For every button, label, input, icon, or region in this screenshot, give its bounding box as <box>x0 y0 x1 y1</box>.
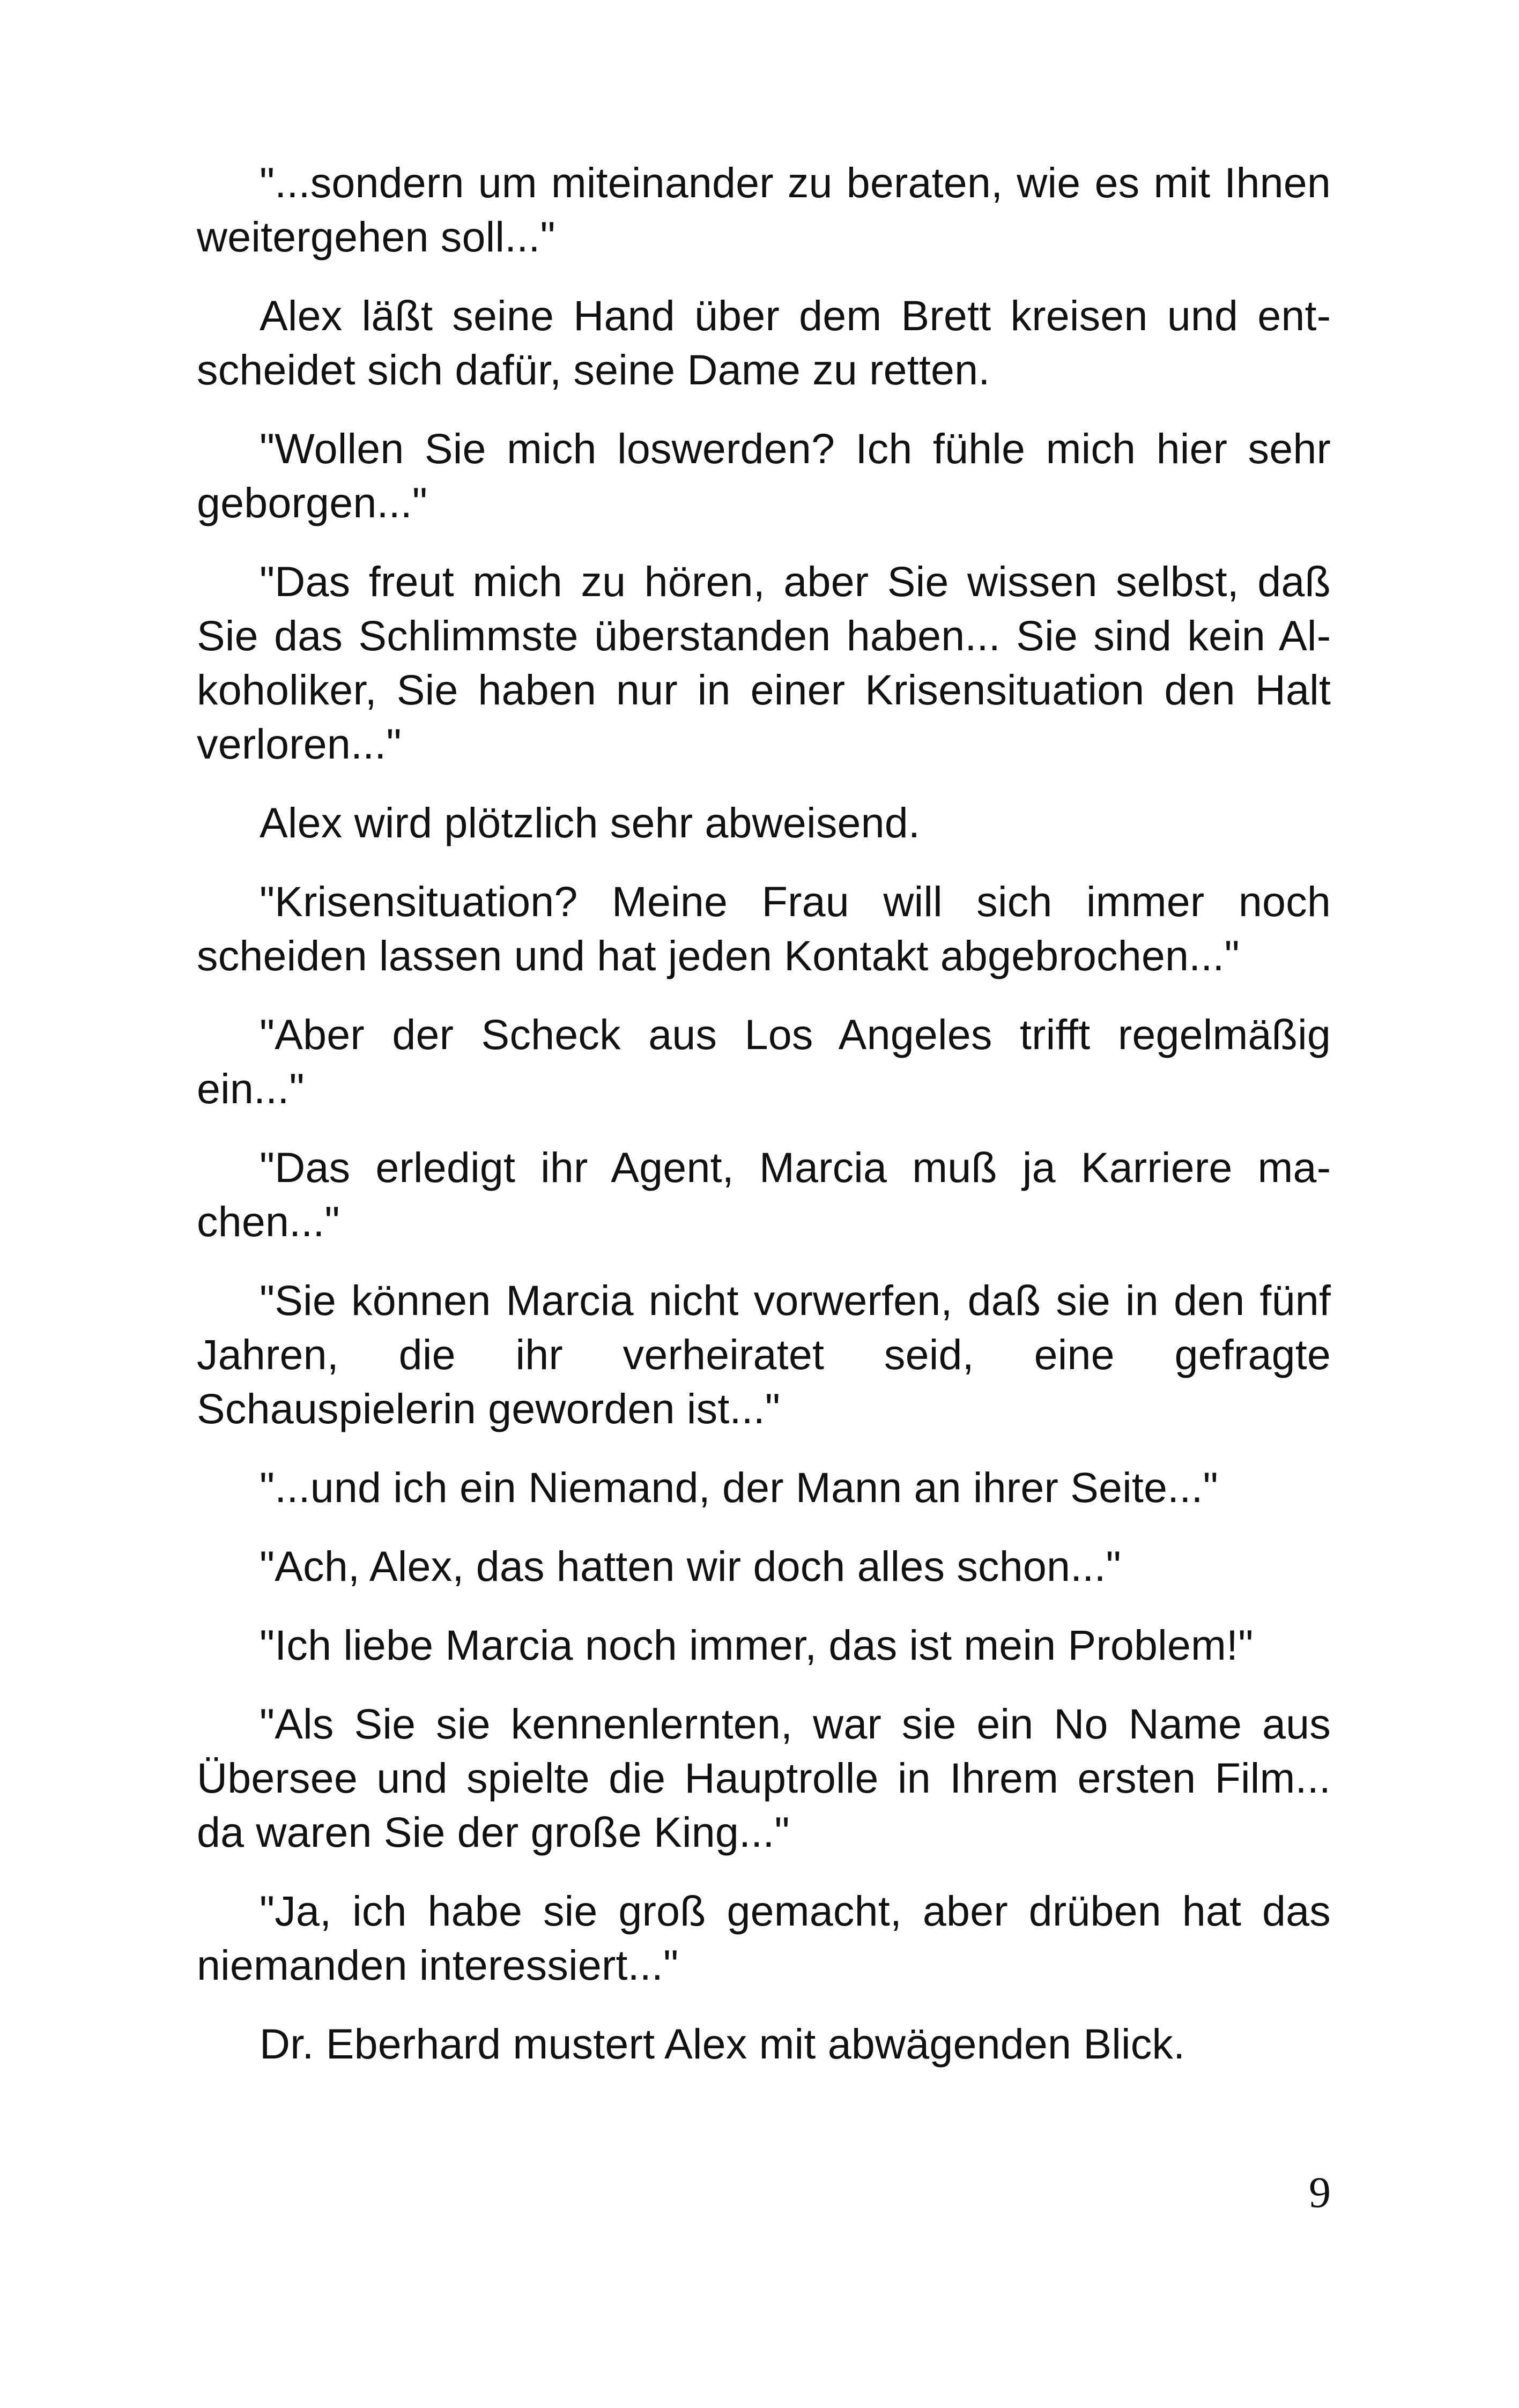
paragraph-4: "Das freut mich zu hören, aber Sie wissen selbst, daß Sie das Schlimmste überstanden haben... Sie sind kein Alkoholiker, Sie haben nur in einer Krisensituation den Halt verloren..." <box>197 558 1331 768</box>
paragraph-7: "Aber der Scheck aus Los Angeles trifft regelmäßig ein..." <box>197 1010 1331 1112</box>
paragraph-3: "Wollen Sie mich loswerden? Ich fühle mich hier sehr geborgen..." <box>197 425 1331 526</box>
body-text <box>197 155 1331 2071</box>
paragraph-14: "Ja, ich habe sie groß gemacht, aber drüben hat das niemanden interessiert..." <box>197 1887 1331 1989</box>
paragraph-6: "Krisensituation? Meine Frau will sich immer noch scheiden lassen und hat jeden Kontakt abgebrochen..." <box>197 878 1331 979</box>
paragraph-9: "Sie können Marcia nicht vorwerfen, daß sie in den fünf Jahren, die ihr verheiratet seid, eine gefragte Schauspielerin geworden ist..." <box>197 1276 1331 1432</box>
page-number: 9 <box>1309 2168 1331 2217</box>
paragraph-12: "Ich liebe Marcia noch immer, das ist mein Problem!" <box>260 1621 1254 1669</box>
paragraph-11: "Ach, Alex, das hatten wir doch alles schon..." <box>260 1542 1121 1590</box>
paragraph-1: "...sondern um miteinander zu beraten, wie es mit Ihnen weitergehen soll..." <box>197 159 1331 261</box>
paragraph-13: "Als Sie sie kennenlernten, war sie ein No Name aus Übersee und spielte die Hauptrolle in Ihrem ersten Film... da waren Sie der große King..." <box>197 1700 1331 1856</box>
paragraph-15: Dr. Eberhard mustert Alex mit abwägenden Blick. <box>260 2020 1185 2068</box>
paragraph-2: Alex läßt seine Hand über dem Brett kreisen und entscheidet sich dafür, seine Dame zu retten. <box>197 292 1331 393</box>
paragraph-5: Alex wird plötzlich sehr abweisend. <box>260 799 921 846</box>
paragraph-10: "...und ich ein Niemand, der Mann an ihrer Seite..." <box>260 1463 1218 1511</box>
paragraph-8: "Das erledigt ihr Agent, Marcia muß ja Karriere machen..." <box>197 1143 1331 1245</box>
